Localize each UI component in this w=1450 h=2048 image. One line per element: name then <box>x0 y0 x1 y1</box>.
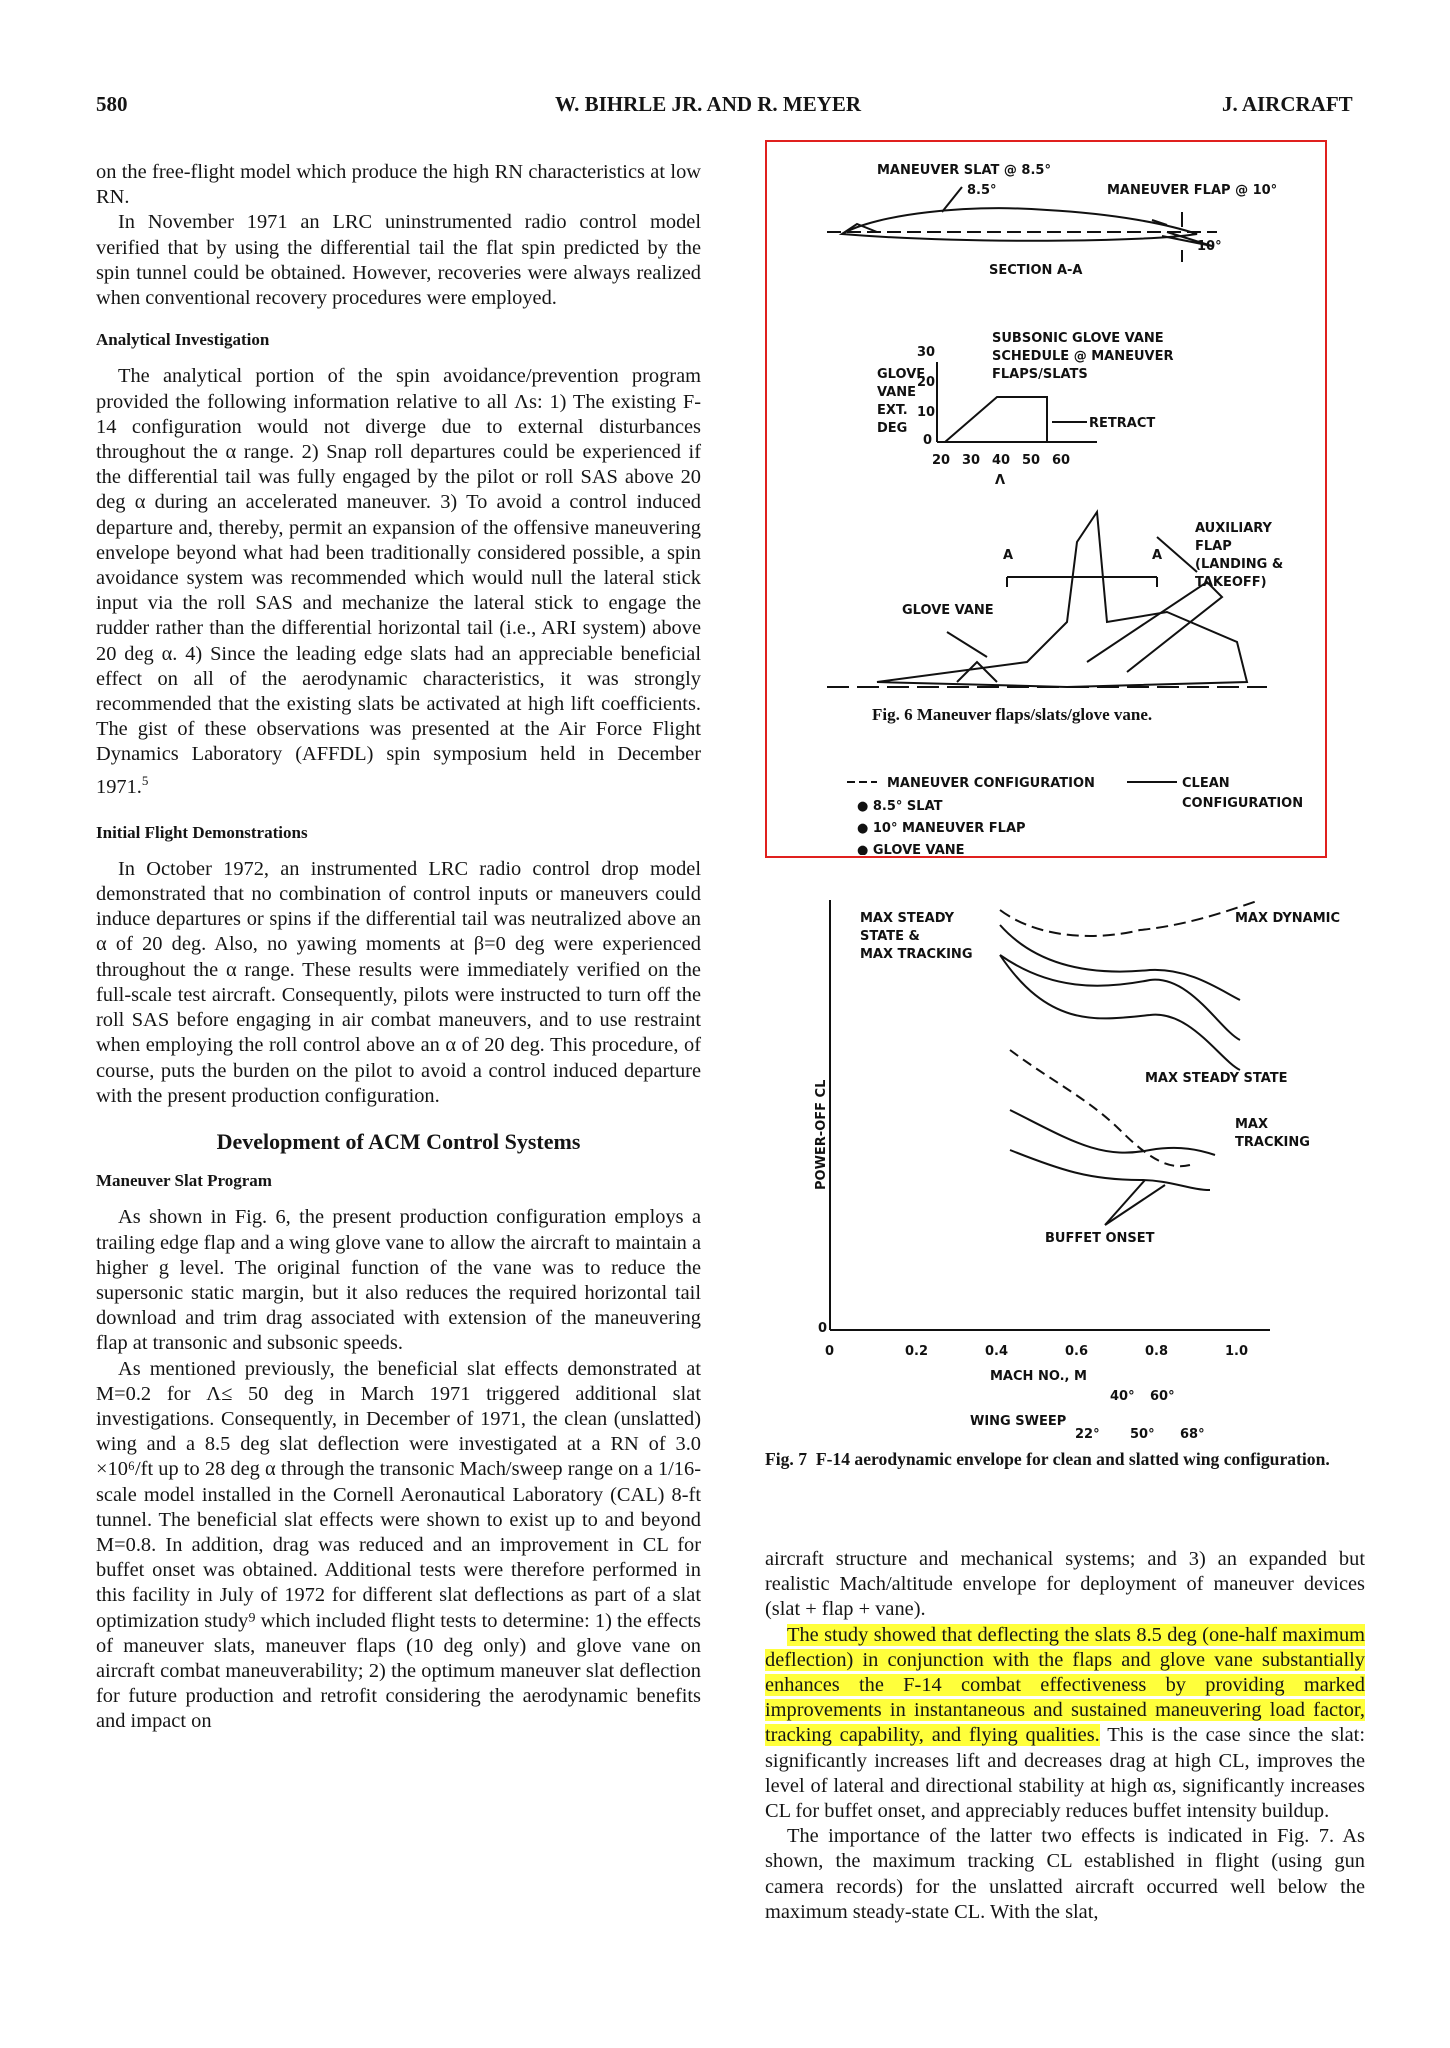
fig7-label-mt: MAX <box>1235 1117 1269 1132</box>
paragraph: In November 1971 an LRC uninstrumented radio control model verified that by using the differential tail the flat spin predicted by the spin tunnel could be obtained. However, recoveries were always realized when conventional recovery procedures were employed. <box>96 211 701 310</box>
fig6-legend-item: ● 10° MANEUVER FLAP <box>857 821 1026 836</box>
fig6-flap-label: MANEUVER FLAP @ 10° <box>1107 183 1278 198</box>
figure-6-highlight-box <box>765 140 1327 858</box>
fig6-ytick: 10 <box>917 405 936 420</box>
fig7-sweep-bottom: 68° <box>1180 1427 1205 1440</box>
figure-7 <box>770 880 1370 1440</box>
fig7-xtick: 0 <box>825 1344 835 1359</box>
fig7-xtick: 1.0 <box>1225 1344 1249 1359</box>
paragraph: aircraft structure and mechanical systems; and 3) an expanded but realistic Mach/altitude envelope for deployment of maneuver devices (slat + flap + vane). <box>765 1548 1365 1621</box>
running-head-journal: J. AIRCRAFT <box>1222 92 1353 116</box>
fig6-xtick: 50 <box>1022 453 1041 468</box>
fig7-label-maxdyn: MAX DYNAMIC <box>1235 911 1341 926</box>
fig6-legend-clean: CONFIGURATION <box>1182 796 1304 811</box>
fig6-section-label: SECTION A-A <box>989 263 1083 278</box>
running-head-authors: W. BIHRLE JR. AND R. MEYER <box>555 92 862 116</box>
reference-mark: 5 <box>141 772 149 788</box>
fig7-xtick: 0.8 <box>1145 1344 1169 1359</box>
fig6-ylabel: GLOVE <box>877 367 926 382</box>
paragraph: The importance of the latter two effects is indicated in Fig. 7. As shown, the maximum tracking CL established in flight (using gun camera records) for the unslatted aircraft occurred well below the maximum steady-state CL. With the slat, <box>765 1825 1365 1923</box>
left-column <box>96 160 701 1735</box>
fig6-glove-vane-label: GLOVE VANE <box>902 603 994 618</box>
paragraph: The analytical portion of the spin avoidance/prevention program provided the following information relative to all Λs: 1) The existing F-14 configuration would not diverge due to external disturbances throughout the α range. 2) Snap roll departures could be experienced if the differential tail was fully engaged by the pilot or roll SAS above 20 deg α during an accelerated maneuver. 3) To avoid a control induced departure and, thereby, permit an expansion of the offensive maneuvering envelope beyond what had been traditionally considered possible, a spin avoidance system was recommended which would null the lateral stick input via the roll SAS and mechanize the lateral stick to engage the rudder rather than the differential horizontal tail (i.e., ARI system) above 20 deg α. 4) Since the leading edge slats had an appreciable beneficial effect on all of the aerodynamic characteristics, it was strongly recommended that the existing slats be activated at high lift coefficients. The gist of these observations was presented at the Air Force Flight Dynamics Laboratory (AFFDL) spin symposium held in December 1971.$^5$ <box>96 365 701 798</box>
fig6-legend-clean: CLEAN <box>1182 776 1230 791</box>
fig7-sweep-bottom: 22° <box>1075 1427 1100 1440</box>
fig6-slat-angle: 8.5° <box>967 183 997 198</box>
fig6-ytick: 0 <box>923 433 933 448</box>
fig6-ylabel: DEG <box>877 421 908 436</box>
subsection-heading: Maneuver Slat Program <box>96 1171 272 1191</box>
fig7-sweep-top: 60° <box>1150 1389 1175 1404</box>
fig6-xtick: 60 <box>1052 453 1071 468</box>
fig6-ylabel: EXT. <box>877 403 908 418</box>
paragraph: As shown in Fig. 6, the present production configuration employs a trailing edge flap and a wing glove vane to allow the aircraft to maintain a higher g level. The original function of the vane was to reduce the supersonic static margin, but it also reduces the required horizontal tail download and trim drag associated with extension of the maneuvering flap at transonic and subsonic speeds. <box>96 1206 701 1355</box>
fig7-xtick: 0.2 <box>905 1344 929 1359</box>
fig7-y0: 0 <box>818 1321 828 1336</box>
fig6-xtick: 40 <box>992 453 1011 468</box>
fig7-xtick: 0.6 <box>1065 1344 1089 1359</box>
fig6-legend-item: ● 8.5° SLAT <box>857 799 943 814</box>
fig6-schedule-title: SCHEDULE @ MANEUVER <box>992 349 1174 364</box>
fig7-label-msmt: MAX TRACKING <box>860 947 973 962</box>
fig6-caption: Fig. 6 Maneuver flaps/slats/glove vane. <box>872 705 1153 724</box>
fig6-xlabel: Λ <box>995 473 1006 488</box>
fig7-label-buffet: BUFFET ONSET <box>1045 1231 1155 1246</box>
fig7-label-mss: MAX STEADY STATE <box>1145 1071 1288 1086</box>
highlight: The study showed that deflecting the slats 8.5 deg (one-half maximum deflection) in conjunction with the flaps and glove vane substantially enhances the F-14 combat effectiveness by providing marked improvements in instantaneous and sustained maneuvering load factor, tracking capability, and flying qualities. <box>765 1623 1365 1747</box>
fig6-xtick: 30 <box>962 453 981 468</box>
figure-6 <box>767 142 1324 855</box>
paragraph: As mentioned previously, the beneficial slat effects demonstrated at M=0.2 for Λ≤ 50 deg in March 1971 triggered additional slat investigations. Consequently, in December of 1971, the clean (unslatted) wing and a 8.5 deg slat deflection were investigated at a RN of 3.0 ×10⁶/ft up to 28 deg α through the transonic Mach/sweep range on a 1/16-scale model installed in the Cornell Aeronautical Laboratory (CAL) 8-ft tunnel. The beneficial slat effects were shown to exist up to and beyond M=0.8. In addition, drag was reduced and an improvement in CL for buffet onset was obtained. Additional tests were therefore performed in this facility in July of 1972 for different slat deflections as part of a slat optimization study⁹ which included flight tests to determine: 1) the effects of maneuver slats, maneuver flaps (10 deg only) and glove vane on aircraft combat maneuverability; 2) the optimum maneuver slat deflection for future production and retrofit considering the aerodynamic benefits and impact on <box>96 1357 701 1733</box>
fig6-xtick: 20 <box>932 453 951 468</box>
fig7-ylabel: POWER-OFF CL <box>814 1079 829 1190</box>
fig7-caption: Fig. 7 F-14 aerodynamic envelope for clean and slatted wing configuration. <box>765 1449 1330 1469</box>
section-heading: Analytical Investigation <box>96 330 270 350</box>
fig7-xlabel: MACH NO., M <box>990 1369 1087 1384</box>
fig6-ylabel: VANE <box>877 385 916 400</box>
paragraph: on the free-flight model which produce the high RN characteristics at low RN. <box>96 161 701 209</box>
fig7-sweep-top: 40° <box>1110 1389 1135 1404</box>
fig6-schedule-title: SUBSONIC GLOVE VANE <box>992 331 1164 346</box>
highlighted-paragraph: The study showed that deflecting the slats 8.5 deg (one-half maximum deflection) in conjunction with the flaps and glove vane substantially enhances the F-14 combat effectiveness by providing marked improvements in instantaneous and sustained maneuvering load factor, tracking capability, and flying qualities. This is the case since the slat: significantly increases lift and decreases drag at high CL, improves the level of lateral and directional stability at high αs, significantly increases CL for buffet onset, and appreciably reduces buffet intensity buildup. <box>765 1623 1366 1823</box>
fig6-aux-flap: (LANDING & <box>1195 557 1284 572</box>
fig6-legend-maneuver: MANEUVER CONFIGURATION <box>887 776 1095 791</box>
fig6-retract-label: RETRACT <box>1089 416 1156 431</box>
fig6-ytick: 20 <box>917 375 936 390</box>
fig7-label-mt: TRACKING <box>1235 1135 1310 1150</box>
paragraph: In October 1972, an instrumented LRC radio control drop model demonstrated that no combination of control inputs or maneuvers could induce departures or spins if the differential tail was neutralized above an α of 20 deg. Also, no yawing moments at β=0 deg were experienced throughout the α range. These results were immediately verified on the full-scale test aircraft. Consequently, pilots were instructed to turn off the roll SAS before engaging in air combat maneuvers, and to use restraint when employing the roll control above an α of 20 deg. This procedure, of course, puts the burden on the pilot to avoid a control induced departure with the present production configuration. <box>96 857 701 1107</box>
fig6-slat-label: MANEUVER SLAT @ 8.5° <box>877 163 1051 178</box>
fig6-ytick: 30 <box>917 345 936 360</box>
page-number: 580 <box>96 92 128 116</box>
fig6-schedule-title: FLAPS/SLATS <box>992 367 1088 382</box>
fig7-sweep-label: WING SWEEP <box>970 1414 1067 1429</box>
section-heading: Initial Flight Demonstrations <box>96 822 308 842</box>
fig6-flap-angle: 10° <box>1197 239 1222 254</box>
fig6-legend-item: ● GLOVE VANE <box>857 843 965 855</box>
fig7-label-msmt: MAX STEADY <box>860 911 954 926</box>
fig6-section-mark: A <box>1003 548 1014 563</box>
right-column <box>765 1547 1365 1925</box>
fig6-aux-flap: FLAP <box>1195 539 1232 554</box>
fig7-label-msmt: STATE & <box>860 929 920 944</box>
section-heading-centered: Development of ACM Control Systems <box>216 1128 581 1154</box>
fig6-section-mark: A <box>1152 548 1163 563</box>
fig6-aux-flap: AUXILIARY <box>1195 521 1272 536</box>
fig7-sweep-bottom: 50° <box>1130 1427 1155 1440</box>
fig6-aux-flap: TAKEOFF) <box>1195 575 1267 590</box>
fig7-xtick: 0.4 <box>985 1344 1009 1359</box>
